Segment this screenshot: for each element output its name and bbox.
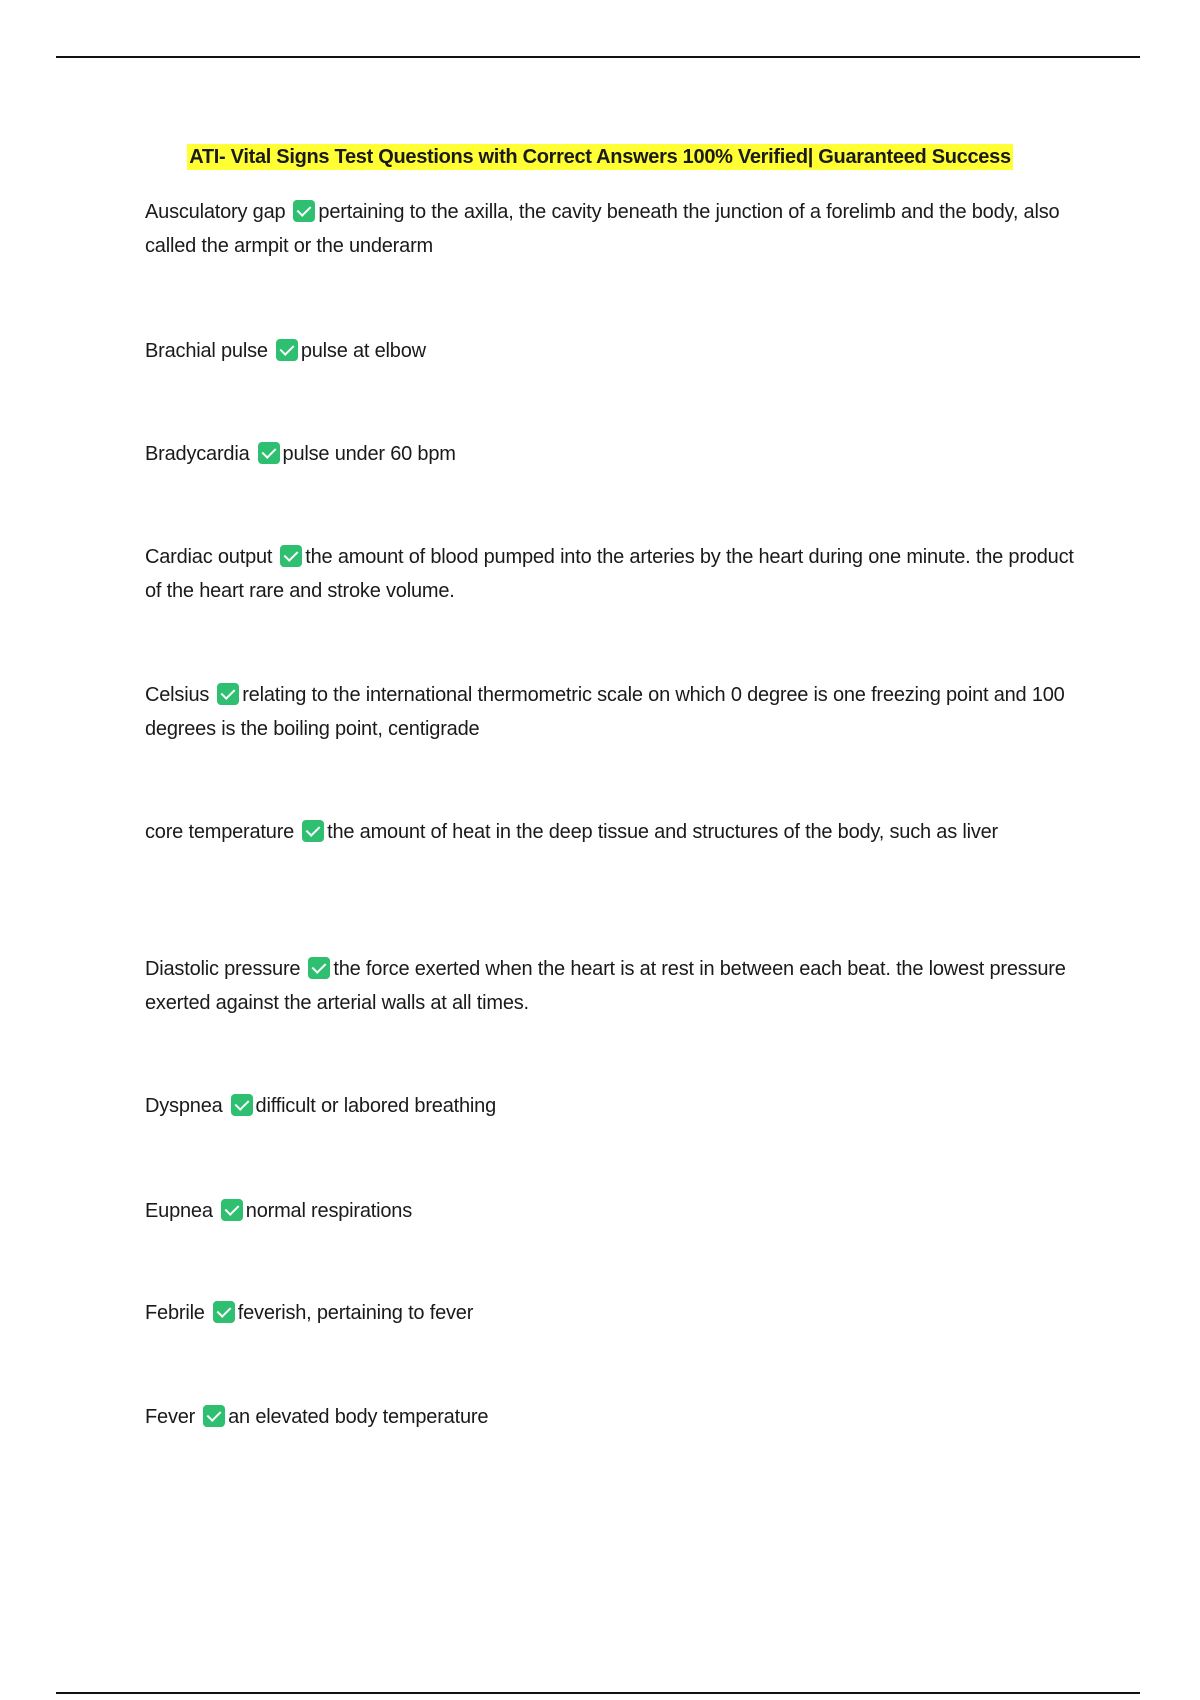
entry-definition: feverish, pertaining to fever	[237, 1302, 474, 1324]
entry-definition: the amount of heat in the deep tissue and structures of the body, such as liver	[327, 821, 999, 843]
entry-term: Diastolic pressure	[145, 958, 301, 980]
checkmark-icon	[280, 545, 302, 567]
bottom-rule	[56, 1692, 1140, 1694]
entry-term: Celsius	[145, 684, 210, 706]
entry	[145, 540, 1080, 608]
entry	[145, 1400, 1080, 1434]
entry	[145, 1296, 1080, 1330]
entry-definition: pulse at elbow	[300, 340, 426, 362]
entry-term: Fever	[145, 1406, 196, 1428]
checkmark-icon	[213, 1301, 235, 1323]
entry-term: Febrile	[145, 1302, 205, 1324]
entry-definition: the amount of blood pumped into the arteries by the heart during one minute. the product of the heart rare and stroke volume.	[145, 546, 1074, 602]
entry	[145, 1194, 1080, 1228]
checkmark-icon	[217, 683, 239, 705]
entry-term: Bradycardia	[145, 443, 250, 465]
entry-term: Brachial pulse	[145, 340, 268, 362]
checkmark-icon	[293, 200, 315, 222]
entry	[145, 678, 1080, 746]
checkmark-icon	[231, 1094, 253, 1116]
document-title: ATI- Vital Signs Test Questions with Correct Answers 100% Verified| Guaranteed Success	[189, 146, 1011, 168]
entry-term: core temperature	[145, 821, 295, 843]
checkmark-icon	[258, 442, 280, 464]
checkmark-icon	[276, 339, 298, 361]
entry-definition: an elevated body temperature	[228, 1406, 489, 1428]
entry-definition: pulse under 60 bpm	[282, 443, 456, 465]
entry-definition: pertaining to the axilla, the cavity beneath the junction of a forelimb and the body, also called the armpit or the underarm	[145, 201, 1060, 257]
checkmark-icon	[203, 1405, 225, 1427]
entry	[145, 437, 1080, 471]
entry-term: Dyspnea	[145, 1095, 223, 1117]
entry-definition: relating to the international thermometric scale on which 0 degree is one freezing point and 100 degrees is the boiling point, centigrade	[145, 684, 1065, 740]
entry	[145, 334, 1080, 368]
entry	[145, 1089, 1080, 1123]
checkmark-icon	[302, 820, 324, 842]
document-title-container	[0, 146, 1200, 169]
checkmark-icon	[308, 957, 330, 979]
top-rule	[56, 56, 1140, 58]
entry-term: Eupnea	[145, 1200, 213, 1222]
checkmark-icon	[221, 1199, 243, 1221]
entry	[145, 195, 1080, 263]
entry-definition: the force exerted when the heart is at rest in between each beat. the lowest pressure exerted against the arterial walls at all times.	[145, 958, 1066, 1014]
entry-term: Ausculatory gap	[145, 201, 286, 223]
entry	[145, 815, 1080, 849]
entry-term: Cardiac output	[145, 546, 273, 568]
entry-definition: normal respirations	[245, 1200, 413, 1222]
entry-definition: difficult or labored breathing	[255, 1095, 497, 1117]
entry	[145, 952, 1080, 1020]
